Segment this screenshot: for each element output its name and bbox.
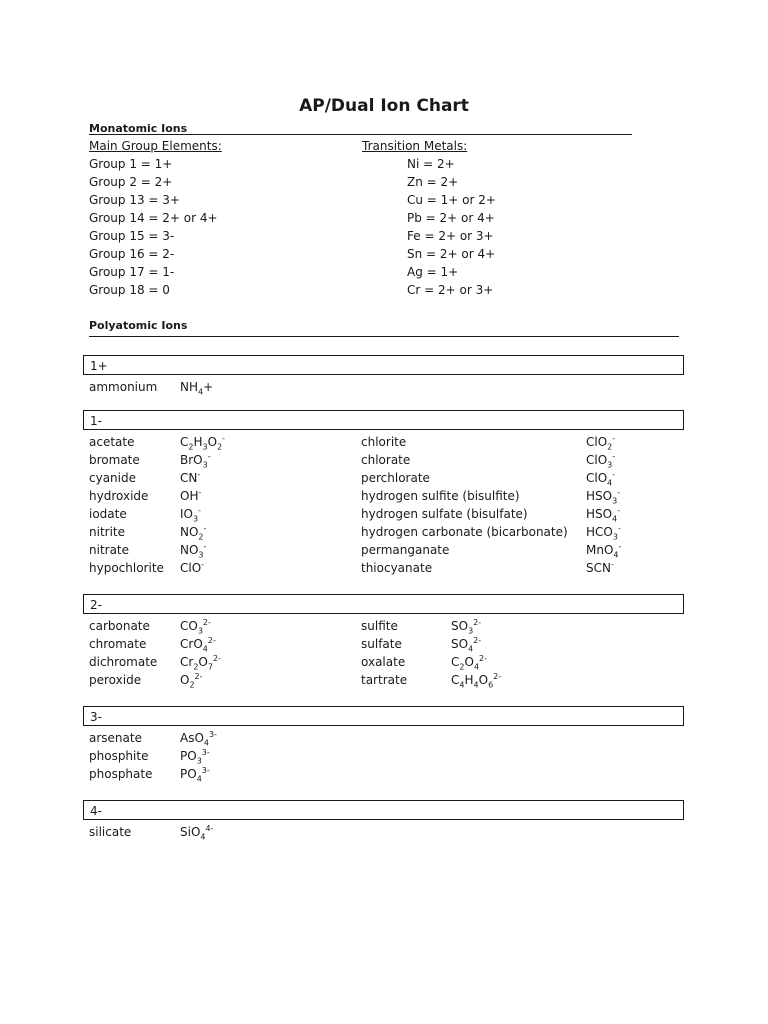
ion-name: silicate: [89, 825, 132, 839]
ion-row: [0, 524, 768, 542]
charge-label: 2-: [90, 598, 102, 612]
ion-name: iodate: [89, 507, 127, 521]
charge-label: 3-: [90, 710, 102, 724]
ion-row: [0, 636, 768, 654]
ion-row: [0, 506, 768, 524]
main-group-heading: Main Group Elements:: [89, 139, 222, 153]
ion-name: thiocyanate: [361, 561, 433, 575]
polyatomic-rule: [89, 336, 679, 337]
ion-name: carbonate: [89, 619, 150, 633]
ion-formula: CN-: [180, 470, 201, 485]
ion-formula: $Cr_2O_7^{2-}$: [180, 654, 221, 672]
ion-row: [0, 618, 768, 636]
main-group-item: Group 17 = 1-: [89, 265, 175, 279]
charge-label: 1-: [90, 414, 102, 428]
ion-name: hypochlorite: [89, 561, 164, 575]
main-group-item: Group 14 = 2+ or 4+: [89, 211, 218, 225]
ion-name: chromate: [89, 637, 147, 651]
ion-formula: $HSO_4^-$: [586, 506, 621, 524]
ion-formula: $C_4H_4O_6^{2-}$: [451, 672, 502, 690]
polyatomic-heading: Polyatomic Ions: [89, 319, 188, 332]
charge-header-box: [83, 800, 684, 820]
ion-row: [0, 824, 768, 842]
ion-name: hydrogen carbonate (bicarbonate): [361, 525, 568, 539]
ion-formula: CrO$_4^{2-}$: [180, 636, 216, 654]
ion-formula: $C_2H_3O_2^-$: [180, 434, 226, 452]
ion-name: chlorite: [361, 435, 407, 449]
ion-formula: ClO-: [180, 560, 205, 575]
ion-name: perchlorate: [361, 471, 430, 485]
ion-row: [0, 730, 768, 748]
ion-name: nitrite: [89, 525, 125, 539]
ion-row: [0, 654, 768, 672]
ion-formula: ClO$_4$-: [586, 470, 616, 488]
transition-item: Sn = 2+ or 4+: [407, 247, 496, 261]
ion-formula: ClO$_2$-: [586, 434, 616, 452]
ion-name: tartrate: [361, 673, 408, 687]
ion-row: [0, 672, 768, 690]
ion-name: phosphite: [89, 749, 149, 763]
ion-name: ammonium: [89, 380, 158, 394]
ion-row: [0, 766, 768, 784]
ion-formula: $PO_3^{3-}$: [180, 748, 210, 766]
charge-header-box: [83, 410, 684, 430]
ion-formula: $NO_2^-$: [180, 524, 207, 542]
ion-formula: BrO$_3$-: [180, 452, 211, 470]
charge-label: 1+: [90, 359, 108, 373]
transition-item: Cu = 1+ or 2+: [407, 193, 496, 207]
ion-formula: $SO_4^{2-}$: [451, 636, 482, 654]
ion-formula: $NH_4+$: [180, 380, 214, 397]
monatomic-heading: Monatomic Ions: [89, 122, 188, 135]
ion-row: [0, 379, 768, 397]
transition-item: Pb = 2+ or 4+: [407, 211, 495, 225]
charge-header-box: [83, 706, 684, 726]
ion-formula: AsO$_4^{3-}$: [180, 730, 217, 748]
transition-item: Fe = 2+ or 3+: [407, 229, 494, 243]
ion-name: permanganate: [361, 543, 450, 557]
ion-row: [0, 542, 768, 560]
main-group-item: Group 15 = 3-: [89, 229, 175, 243]
ion-name: sulfate: [361, 637, 402, 651]
ion-name: sulfite: [361, 619, 398, 633]
ion-formula: OH-: [180, 488, 202, 503]
ion-name: oxalate: [361, 655, 406, 669]
main-group-item: Group 1 = 1+: [89, 157, 173, 171]
ion-name: hydrogen sulfite (bisulfite): [361, 489, 520, 503]
charge-label: 4-: [90, 804, 102, 818]
ion-formula: $CO_3^{2-}$: [180, 618, 211, 636]
page-title: AP/Dual Ion Chart: [299, 96, 469, 116]
ion-name: hydrogen sulfate (bisulfate): [361, 507, 528, 521]
charge-header-box: [83, 355, 684, 375]
monatomic-rule: [89, 134, 632, 135]
ion-name: peroxide: [89, 673, 142, 687]
ion-name: chlorate: [361, 453, 411, 467]
transition-heading: Transition Metals:: [362, 139, 468, 153]
ion-formula: $HCO_3^-$: [586, 524, 621, 542]
ion-name: acetate: [89, 435, 135, 449]
ion-formula: SiO$_4^{4-}$: [180, 824, 214, 842]
ion-name: cyanide: [89, 471, 136, 485]
ion-name: hydroxide: [89, 489, 149, 503]
ion-formula: $IO_3^-$: [180, 506, 201, 524]
main-group-item: Group 16 = 2-: [89, 247, 175, 261]
ion-formula: $C_2O_4^{2-}$: [451, 654, 488, 672]
main-group-item: Group 13 = 3+: [89, 193, 180, 207]
transition-item: Cr = 2+ or 3+: [407, 283, 494, 297]
ion-name: nitrate: [89, 543, 130, 557]
ion-formula: $SO_3^{2-}$: [451, 618, 482, 636]
ion-formula: $PO_4^{3-}$: [180, 766, 210, 784]
main-group-item: Group 18 = 0: [89, 283, 170, 297]
ion-formula: SCN-: [586, 560, 614, 575]
ion-formula: $O_2^{2-}$: [180, 672, 203, 690]
ion-name: bromate: [89, 453, 140, 467]
ion-formula: ClO$_3$-: [586, 452, 616, 470]
ion-row: [0, 488, 768, 506]
transition-item: Ni = 2+: [407, 157, 455, 171]
charge-header-box: [83, 594, 684, 614]
ion-row: [0, 434, 768, 452]
ion-row: [0, 560, 768, 578]
ion-name: phosphate: [89, 767, 153, 781]
ion-row: [0, 748, 768, 766]
transition-item: Zn = 2+: [407, 175, 459, 189]
ion-name: arsenate: [89, 731, 142, 745]
ion-formula: $NO_3^-$: [180, 542, 207, 560]
ion-name: dichromate: [89, 655, 158, 669]
ion-row: [0, 470, 768, 488]
ion-formula: $HSO_3^-$: [586, 488, 621, 506]
ion-formula: MnO$_4$-: [586, 542, 622, 560]
main-group-item: Group 2 = 2+: [89, 175, 173, 189]
ion-row: [0, 452, 768, 470]
transition-item: Ag = 1+: [407, 265, 459, 279]
